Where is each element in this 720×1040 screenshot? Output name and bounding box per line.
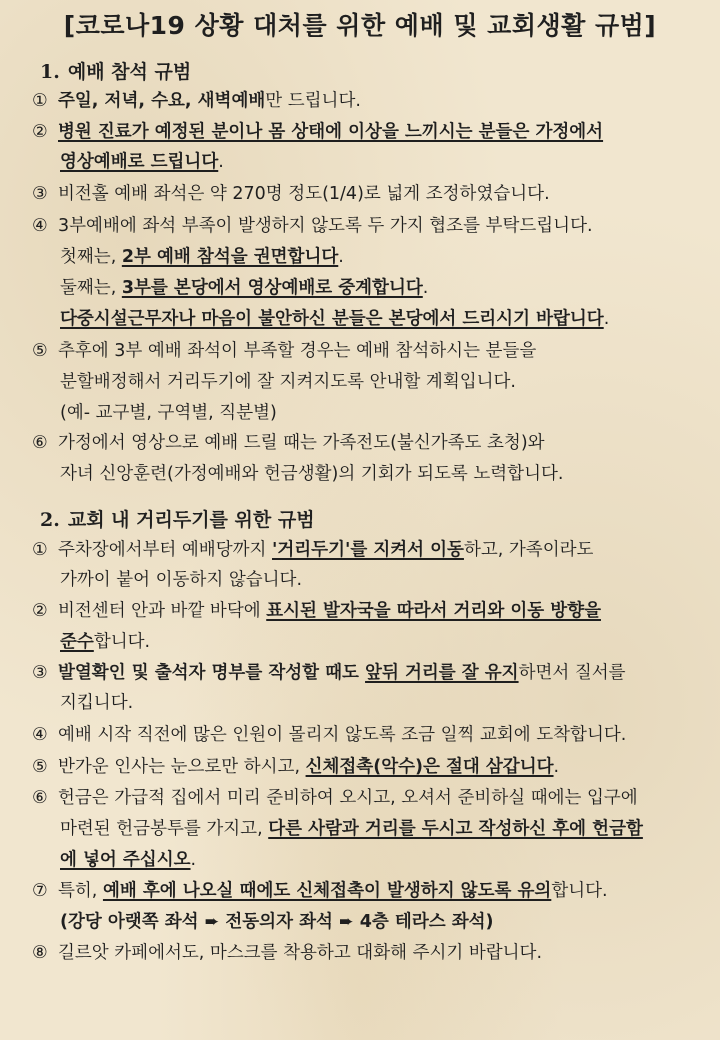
s2-item5 [32,753,559,778]
page-title: [코로나19 상황 대처를 위한 예배 및 교회생활 규범] [63,11,657,40]
s1-item4-third-underline: 다중시설근무자나 마음이 불안하신 분들은 본당에서 드리시기 바랍니다 [60,309,604,329]
s2-item6-underline-3: 에 넣어 주십시오 [60,850,191,870]
s1-item4-num: ④ [32,216,48,236]
section1-number: 1. [40,61,60,83]
section2-title: 교회 내 거리두기를 위한 규범 [67,509,315,531]
s1-item6-num: ⑥ [32,433,48,453]
s2-item2 [32,597,601,622]
s1-item4-first-suffix: . [338,247,344,267]
s1-item3-text: 비전홀 예배 좌석은 약 270명 정도(1/4)로 넓게 조정하였습니다. [58,184,550,204]
s2-item7-underline: 예배 후에 나오실 때에도 신체접촉이 발생하지 않도록 유의 [102,881,552,901]
s1-item4-second-underline: 3부를 본당에서 영상예배로 중계합니다 [121,278,423,298]
s2-item2-text-2: 합니다. [93,632,151,652]
s2-item6 [32,784,638,809]
s2-item4 [32,721,626,746]
s2-item6-cont-2 [60,846,196,871]
s2-item6-text-2: 마련된 헌금봉투를 가지고, [60,819,269,839]
s2-item7-num: ⑦ [32,881,48,901]
s2-item6-text-3: . [190,850,197,870]
s2-item3-text-2: 지킵니다. [60,693,134,713]
s2-item1-underline: '거리두기'를 지켜서 이동 [272,540,464,560]
s1-item4-second-prefix: 둘째는, [60,278,122,298]
s2-item2-num: ② [32,601,48,621]
s1-item4 [32,212,593,237]
s1-item2-num: ② [32,122,48,142]
s2-item2-text: 비전센터 안과 바깥 바닥에 [58,601,267,621]
s2-item6-underline-2: 다른 사람과 거리를 두시고 작성하신 후에 헌금함 [268,819,643,839]
s1-item2-cont [60,148,224,173]
s2-item2-underline-2: 준수 [60,632,94,652]
s1-item1-text: 만 드립니다. [265,91,361,111]
s1-item1 [32,87,361,112]
s1-item4-first [60,243,344,268]
s1-item5-text-2: 분할배정해서 거리두기에 잘 지켜지도록 안내할 계획입니다. [60,372,516,392]
section2-number: 2. [40,509,60,531]
s2-item3 [32,659,626,684]
s2-item4-text: 예배 시작 직전에 많은 인원이 몰리지 않도록 조금 일찍 교회에 도착합니다. [58,725,627,745]
s1-item5 [32,337,536,362]
s2-item8-num: ⑧ [32,943,48,963]
s2-item5-text: 반가운 인사는 눈으로만 하시고, [58,757,306,777]
section1-heading [40,57,191,84]
s1-item6-cont [60,460,563,485]
s1-item6 [32,429,545,454]
s1-item4-third [60,305,609,330]
s2-item7-cont [60,908,494,933]
s2-item5-underline: 신체접촉(악수)은 절대 삼갑니다 [305,757,554,777]
s1-item4-second-suffix: . [422,278,429,298]
s1-item5-text: 추후에 3부 예배 좌석이 부족할 경우는 예배 참석하시는 분들을 [58,341,537,361]
s1-item6-text-2: 자녀 신앙훈련(가정예배와 헌금생활)의 기회가 되도록 노력합니다. [60,464,564,484]
s2-item1-cont [60,566,302,591]
s2-item1-num: ① [32,540,48,560]
s1-item4-second [60,274,428,299]
s1-item4-first-underline: 2부 예배 참석을 권면합니다 [121,247,339,267]
s1-item1-bold: 주일, 저녁, 수요, 새벽예배 [58,91,266,111]
s2-item4-num: ④ [32,725,48,745]
s2-item7-seating-order: (강당 아랫쪽 좌석 ➨ 전동의자 좌석 ➨ 4층 테라스 좌석) [60,912,494,932]
s1-item2-text: . [218,152,224,172]
s2-item6-cont [60,815,643,840]
s1-item4-text: 3부예배에 좌석 부족이 발생하지 않도록 두 가지 협조를 부탁드립니다. [58,216,593,236]
s2-item5-text-b: . [553,757,560,777]
s1-item1-num: ① [32,91,48,111]
s2-item1-text: 주차장에서부터 예배당까지 [58,540,272,560]
s2-item1-text-2: 가까이 붙어 이동하지 않습니다. [60,570,303,590]
s1-item3 [32,180,550,205]
s2-item3-underline: 앞뒤 거리를 잘 유지 [365,663,519,683]
s1-item5-text-3: (예- 교구별, 구역별, 직분별) [60,403,277,423]
s2-item7-text: 특히, [58,881,103,901]
s1-item3-num: ③ [32,184,48,204]
s1-item5-num: ⑤ [32,341,48,361]
s1-item5-cont [60,368,516,393]
s2-item7-text-b: 합니다. [551,881,608,901]
s1-item4-first-prefix: 첫째는, [60,247,122,267]
s1-item2-underline-2: 영상예배로 드립니다 [60,152,219,172]
s2-item7 [32,877,608,902]
s2-item3-text-b: 하면서 질서를 [518,663,626,683]
s1-item2-underline: 병원 진료가 예정된 분이나 몸 상태에 이상을 느끼시는 분들은 가정에서 [58,122,604,142]
s2-item3-bold: 발열확인 및 출석자 명부를 작성할 때도 [58,663,366,683]
section1-title: 예배 참석 규범 [67,61,192,83]
s1-item6-text: 가정에서 영상으로 예배 드릴 때는 가족전도(불신가족도 초청)와 [58,433,545,453]
s1-item2 [32,118,603,143]
s2-item5-num: ⑤ [32,757,48,777]
s2-item2-underline: 표시된 발자국을 따라서 거리와 이동 방향을 [266,601,601,621]
s2-item8-text: 길르앗 카페에서도, 마스크를 착용하고 대화해 주시기 바랍니다. [58,943,543,963]
s1-item5-example [60,399,277,424]
s1-item4-third-suffix: . [603,309,610,329]
s2-item3-num: ③ [32,663,48,683]
section2-heading [40,505,315,532]
s2-item8 [32,939,542,964]
s2-item6-num: ⑥ [32,788,48,808]
s2-item1 [32,536,593,561]
s2-item1-text-b: 하고, 가족이라도 [463,540,594,560]
s2-item6-text: 헌금은 가급적 집에서 미리 준비하여 오시고, 오셔서 준비하실 때에는 입구에 [58,788,638,808]
s2-item2-cont [60,628,150,653]
s2-item3-cont [60,689,133,714]
